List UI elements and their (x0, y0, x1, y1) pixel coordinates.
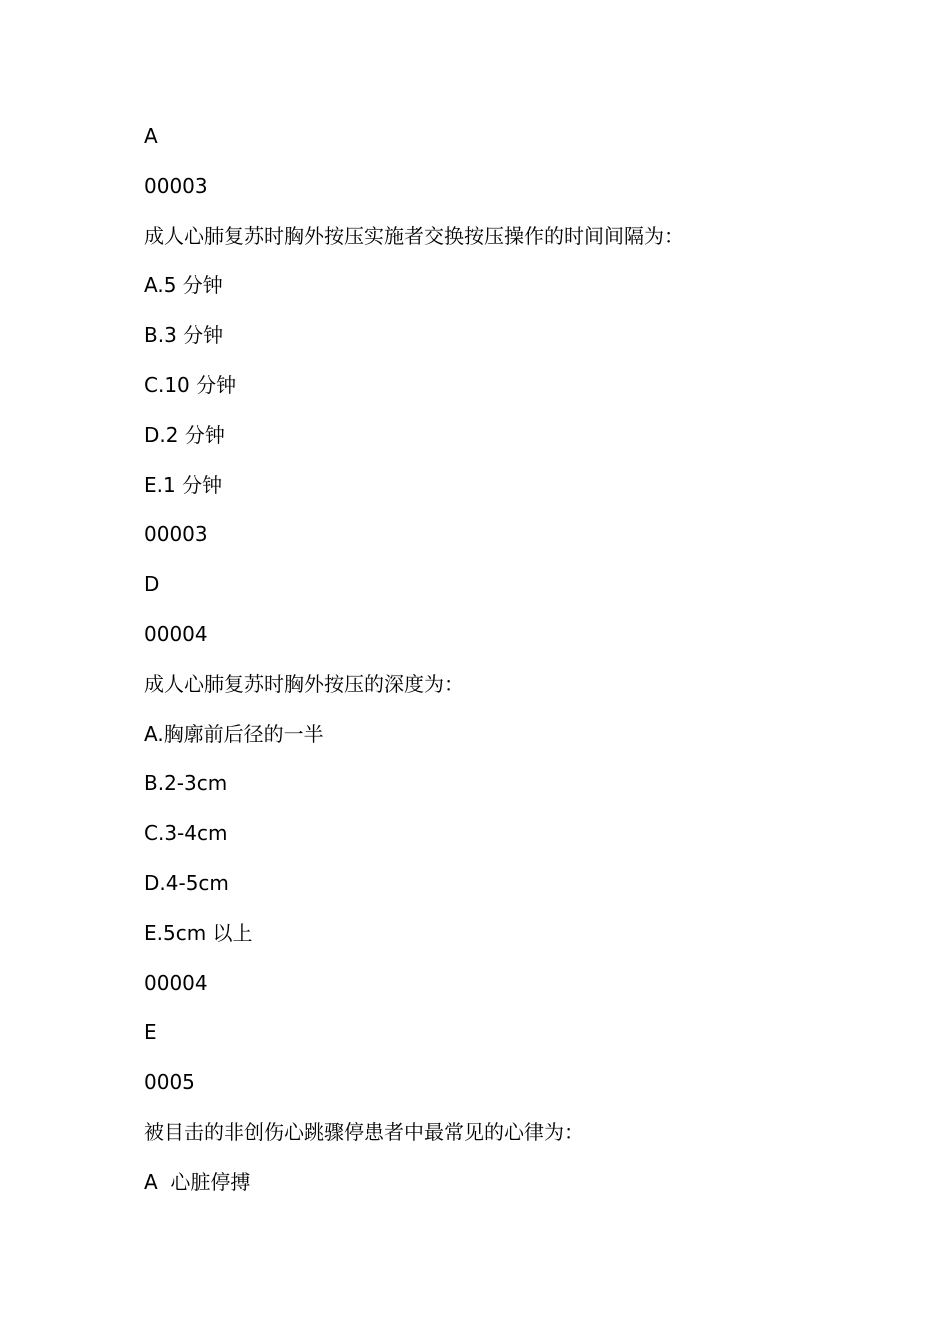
question-id: 0005 (144, 1070, 195, 1095)
question-id: 00004 (144, 621, 208, 646)
document-body (144, 122, 844, 1218)
option-c: C.10 分钟 (144, 372, 237, 397)
answer-line: D (144, 572, 160, 597)
question-id: 00003 (144, 173, 208, 198)
option-e: E.5cm 以上 (144, 920, 253, 945)
option-e: E.1 分钟 (144, 472, 223, 497)
question-text: 成人心肺复苏时胸外按压实施者交换按压操作的时间间隔为： (144, 223, 684, 248)
question-text: 成人心肺复苏时胸外按压的深度为： (144, 671, 464, 696)
question-id: 00004 (144, 970, 208, 995)
answer-line: E (144, 1020, 157, 1045)
option-b: B.3 分钟 (144, 323, 224, 348)
option-a: A 心脏停搏 (144, 1169, 251, 1194)
option-d: D.2 分钟 (144, 422, 225, 447)
question-id: 00003 (144, 522, 208, 547)
option-a: A.5 分钟 (144, 273, 223, 298)
answer-line: A (144, 124, 158, 148)
question-text: 被目击的非创伤心跳骤停患者中最常见的心律为： (144, 1119, 584, 1144)
option-d: D.4-5cm (144, 870, 229, 895)
option-a: A.胸廓前后径的一半 (144, 721, 324, 746)
option-b: B.2-3cm (144, 771, 228, 796)
option-c: C.3-4cm (144, 821, 228, 846)
